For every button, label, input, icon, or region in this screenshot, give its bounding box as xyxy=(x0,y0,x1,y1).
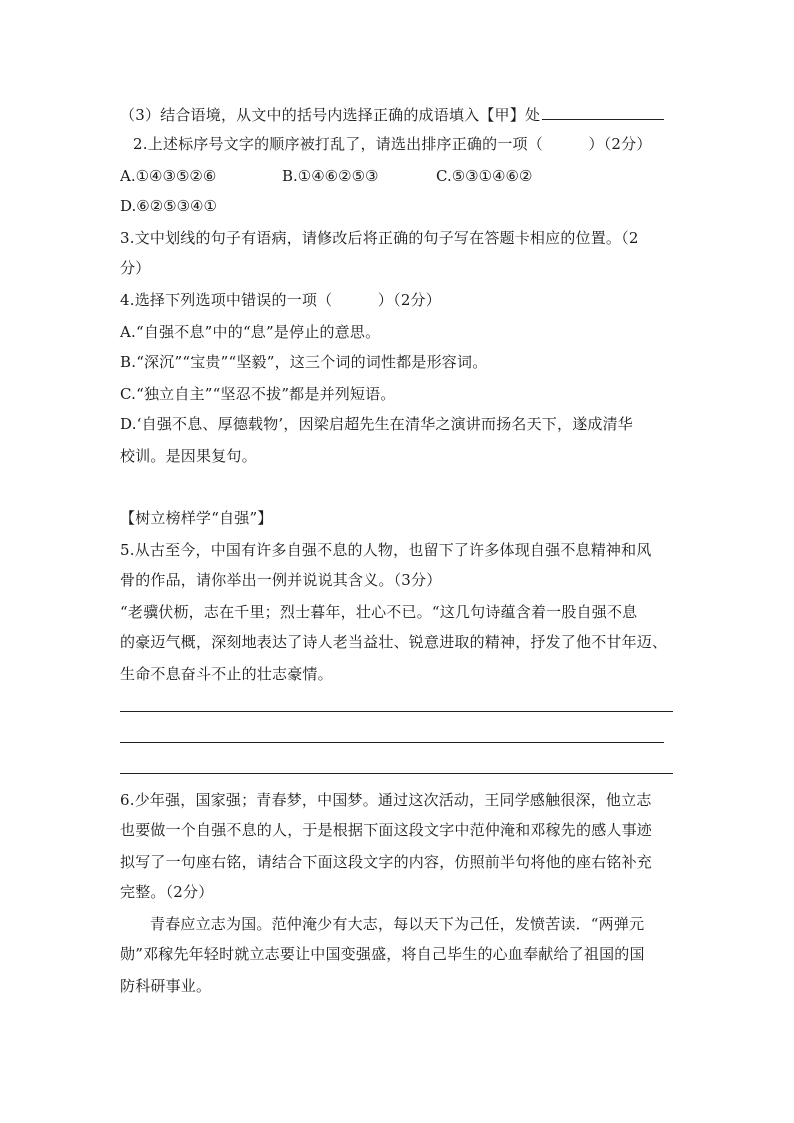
question-6-line-4: 完整。（2分） xyxy=(120,883,214,901)
question-6-passage-line-1: 青春应立志为国。范仲淹少有大志，每以天下为己任，发愤苦读．“两弹元 xyxy=(150,915,645,933)
question-4-option-c[interactable]: C.“独立自主”“坚忍不拔”都是并列短语。 xyxy=(120,385,396,403)
question-3-line-2: 分） xyxy=(120,259,151,277)
question-6-line-2: 也要做一个自强不息的人，于是根据下面这段文字中范仲淹和邓稼先的感人事迹 xyxy=(120,821,653,839)
question-6-line-3: 拟写了一句座右铭，请结合下面这段文字的内容，仿照前半句将他的座右铭补充 xyxy=(120,853,653,871)
question-1-3-text: （3）结合语境，从文中的括号内选择正确的成语填入【甲】处 xyxy=(120,106,541,124)
question-4-option-d-line-2: 校训。是因果复句。 xyxy=(120,447,257,465)
question-3-line-1: 3.文中划线的句子有语病，请修改后将正确的句子写在答题卡相应的位置。（2 xyxy=(120,229,639,247)
question-5-line-1: 5.从古至今，中国有许多自强不息的人物，也留下了许多体现自强不息精神和风 xyxy=(120,541,652,559)
answer-blank[interactable] xyxy=(542,104,664,120)
section-heading: 【树立榜样学“自强”】 xyxy=(120,509,273,527)
question-2-option-b[interactable]: B.①④⑥②⑤③ xyxy=(282,167,379,185)
answer-line[interactable] xyxy=(120,773,673,774)
question-5-answer-line-1: “老骥伏枥，志在千里；烈士暮年，壮心不已。“这几句诗蕴含着一股自强不息 xyxy=(120,603,638,621)
question-4-option-b[interactable]: B.“深沉”“宝贵”“坚毅”，这三个词的词性都是形容词。 xyxy=(120,353,488,371)
question-6-line-1: 6.少年强，国家强；青春梦，中国梦。通过这次活动，王同学感触很深，他立志 xyxy=(120,791,652,809)
question-5-answer-line-2: 的豪迈气概，深刻地表达了诗人老当益壮、锐意进取的精神，抒发了他不甘年迈、 xyxy=(120,633,668,651)
question-1-3 xyxy=(120,104,664,125)
question-2-option-a[interactable]: A.①④③⑤②⑥ xyxy=(120,167,217,185)
question-5-line-2: 骨的作品，请你举出一例并说说其含义。（3分） xyxy=(120,571,442,589)
answer-line[interactable] xyxy=(120,711,673,712)
question-2-option-d[interactable]: D.⑥②⑤③④① xyxy=(120,197,217,215)
question-4-option-d[interactable]: D.‘自强不息、厚德载物’，因梁启超先生在清华之演讲而扬名天下，遂成清华 xyxy=(120,415,633,433)
question-6-passage-line-3: 防科研事业。 xyxy=(120,977,212,995)
answer-line[interactable] xyxy=(120,742,664,743)
question-6-passage-line-2: 勋”邓稼先年轻时就立志要让中国变强盛，将自己毕生的心血奉献给了祖国的国 xyxy=(120,945,645,963)
question-5-answer-line-3: 生命不息奋斗不止的壮志豪情。 xyxy=(120,665,333,683)
question-2: 2.上述标序号文字的顺序被打乱了，请选出排序正确的一项（ ）（2分） xyxy=(133,135,652,153)
question-4-option-a[interactable]: A.“自强不息”中的“息”是停止的意思。 xyxy=(120,323,381,341)
question-4: 4.选择下列选项中错误的一项（ ）（2分） xyxy=(120,291,441,309)
question-2-option-c[interactable]: C.⑤③①④⑥② xyxy=(436,167,533,185)
